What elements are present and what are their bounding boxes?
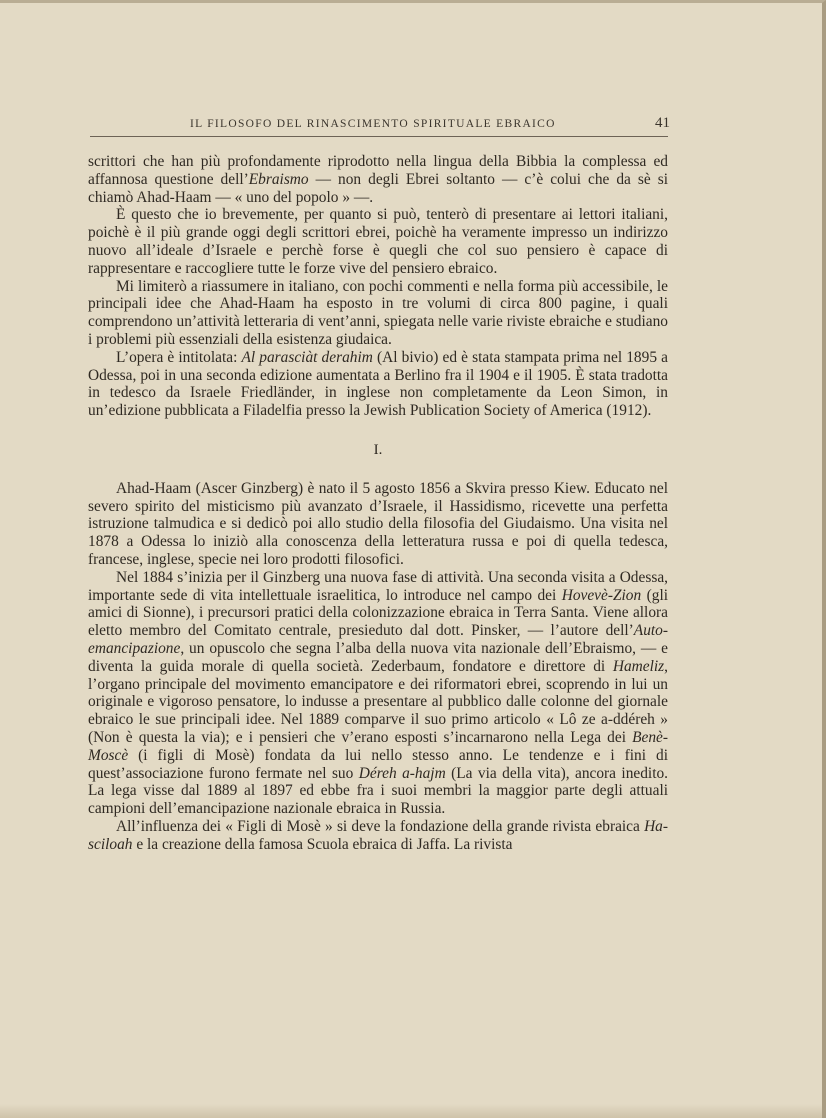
paragraph-1-text-b: — non degli Ebrei soltanto — c’è colui che da sè si chiamò Ahad-Haam — « uno del popolo » —. [88,170,668,206]
paragraph-6-italic-d: Benè-Moscè [88,728,668,764]
paragraph-6-italic-e: Déreh a-hajm [358,764,446,782]
paragraph-6-text-a: Nel 1884 s’inizia per il Ginzberg una nuova fase di attività. Una seconda visita a Odessa, importante sede di vita intellettuale israelitica, lo introduce nel campo dei [88,568,668,604]
page-number: 41 [655,115,670,131]
paragraph-3-text: Mi limiterò a riassumere in italiano, con pochi commenti e nella forma più accessibile, le principali idee che Ahad-Haam ha esposto in tre volumi di circa 800 pagine, i quali comprendono un’attività letteraria di vent’anni, spiegata nelle varie riviste ebraiche e studiano i problemi più essenziali della esistenza giudaica. [88,277,668,348]
paragraph-6-italic-c: Hameliz [612,657,665,675]
paragraph-6 [88,569,668,818]
paragraph-1 [88,153,668,206]
paragraph-1-text-a: scrittori che han più profondamente riprodotto nella lingua della Bibbia la complessa ed affannosa questione dell’ [88,153,668,188]
paragraph-6-text-f: (La via della vita), ancora inedito. La lega visse dal 1889 al 1897 ed ebbe fra i suoi membri la maggior parte degli attuali campioni dell’emancipazione nazionale ebraica in Russia. [88,764,669,818]
paragraph-6-italic-b: Auto-emancipazione [88,622,668,657]
paragraph-7 [88,818,668,854]
paragraph-5 [88,480,668,569]
paragraph-6-text-d: , l’organo principale del movimento emancipatore e dei riformatori ebrei, scoprendo in lui un originale e vigoroso pensatore, lo indusse a presentare al pubblico dalle colonne del giornale ebraico le sue principali idee. Nel 1889 comparve il suo primo articolo « Lô ze a-ddéreh » (Non è questa la via); e i pensieri che v’erano esposti s’incarnarono nella Lega dei [88,657,668,746]
header-rule [90,136,668,137]
paragraph-4-italic-a: Al parasciàt derahim [241,348,373,366]
body-text [88,153,668,853]
paragraph-2-text: È questo che io brevemente, per quanto si può, tenterò di presentare ai lettori italiani, poichè è il più grande oggi degli scrittori ebrei, poichè ha veramente impresso un indirizzo nuovo all’ideale d’Israele e perchè forse è quegli che col suo pensiero è capace di rappresentare e raccogliere tutte le forze vive del pensiero ebraico. [88,206,668,277]
running-title: IL FILOSOFO DEL RINASCIMENTO SPIRITUALE EBRAICO [190,118,556,130]
paragraph-6-text-c: , un opuscolo che segna l’alba della nuova vita nazionale dell’Ebraismo, — e diventa la guida morale di quella società. Zederbaum, fondatore e direttore di [88,639,668,675]
paragraph-6-text-e: (i figli di Mosè) fondata da lui nello stesso anno. Le tendenze e i fini di quest’associazione furono fermate nel suo [88,746,668,782]
paragraph-4 [88,349,668,420]
paragraph-4-text-b: (Al bivio) ed è stata stampata prima nel 1895 a Odessa, poi in una seconda edizione aumentata a Berlino fra il 1904 e il 1905. È stata tradotta in tedesco da Israele Friedländer, in inglese non completamente da Leon Simon, in un’edizione pubblicata a Filadelfia presso la Jewish Publication Society of America (1912). [88,348,668,420]
paragraph-4-text-a: L’opera è intitolata: [116,348,242,366]
paragraph-7-text-b: e la creazione della famosa Scuola ebraica di Jaffa. La rivista [132,835,513,853]
paragraph-7-text-a: All’influenza dei « Figli di Mosè » si deve la fondazione della grande rivista ebraica [116,817,645,835]
paragraph-1-italic-a: Ebraismo [248,170,309,188]
section-heading: I. [373,441,383,458]
paragraph-3 [88,278,668,349]
paragraph-6-text-b: (gli amici di Sionne), i precursori pratici della colonizzazione ebraica in Terra Santa. Viene allora eletto membro del Comitato centrale, presieduto dal dott. Pinsker, — l’autore dell’ [88,586,668,640]
paragraph-7-italic-a: Ha-sciloah [88,817,668,853]
paragraph-6-italic-a: Hovevè-Zion [561,586,642,604]
paragraph-2 [88,206,668,277]
page-bottom-edge [0,1104,822,1118]
paragraph-5-text: Ahad-Haam (Ascer Ginzberg) è nato il 5 agosto 1856 a Skvira presso Kiew. Educato nel severo spirito del misticismo più avanzato d’Israele, il Hassidismo, ricevette una perfetta istruzione talmudica e si dedicò poi allo studio della filosofia del Giudaismo. Una visita nel 1878 a Odessa lo iniziò alla conoscenza della letteratura russa e poi di quella tedesca, francese, inglese, specie nei loro prodotti filosofici. [88,479,668,568]
